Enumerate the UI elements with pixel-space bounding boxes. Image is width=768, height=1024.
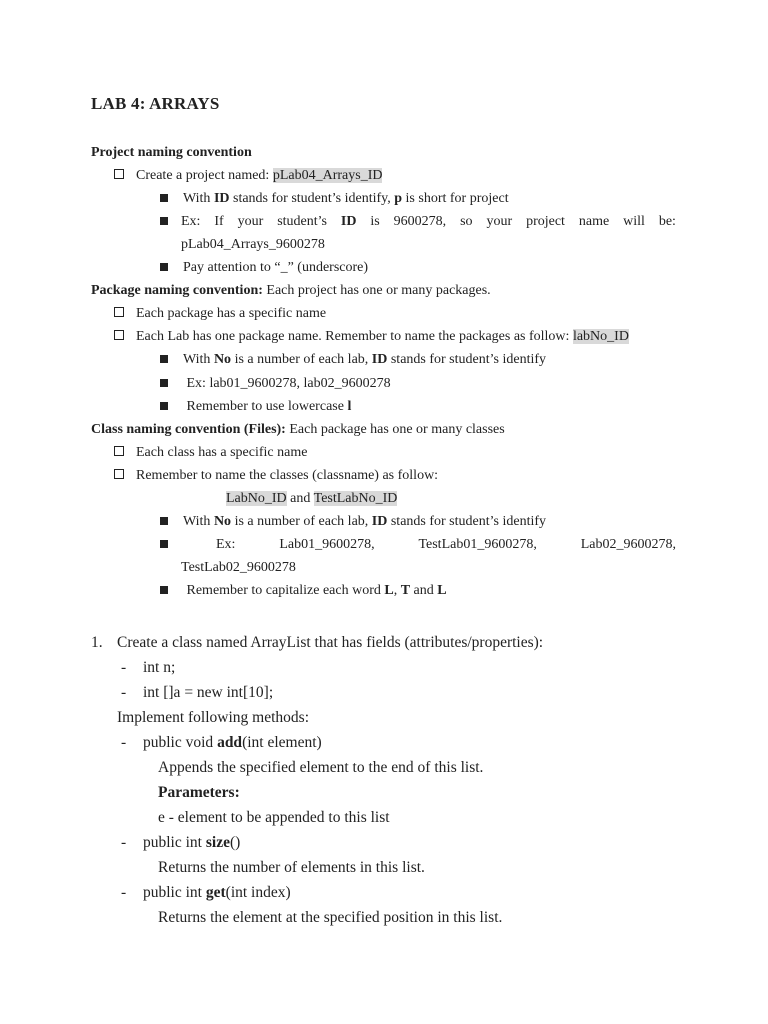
example-word: Lab02_9600278, xyxy=(580,537,676,552)
example-word: is xyxy=(370,214,380,229)
checkbox-bullet-icon xyxy=(114,330,124,340)
checkbox-bullet-icon xyxy=(114,469,124,479)
example-word: your xyxy=(486,214,513,229)
square-bullet-icon xyxy=(160,402,168,410)
example-word: Lab01_9600278, xyxy=(279,537,375,552)
method-add-param: e - element to be appended to this list xyxy=(158,809,390,826)
method-get-desc: Returns the element at the specified position in this list. xyxy=(158,909,503,926)
project-with-item: With ID stands for student’s identify, p is short for project xyxy=(160,190,509,208)
method-size: - public int size() xyxy=(121,834,241,851)
class-with-item: With No is a number of each lab, ID stands for student’s identify xyxy=(160,513,546,531)
highlighted-project-name: pLab04_Arrays_ID xyxy=(272,168,383,183)
package-item-1: Each package has a specific name xyxy=(114,305,326,323)
project-create-item: Create a project named: pLab04_Arrays_ID xyxy=(114,167,382,185)
project-example-cont: pLab04_Arrays_9600278 xyxy=(181,237,325,252)
square-bullet-icon xyxy=(160,536,183,554)
square-bullet-icon xyxy=(160,263,168,271)
square-bullet-icon xyxy=(160,355,168,363)
class-remember-item: Remember to capitalize each word L, T and L xyxy=(160,582,447,600)
project-attention-item: Pay attention to “_” (underscore) xyxy=(160,259,368,277)
project-example-line xyxy=(181,213,676,231)
implement-heading: Implement following methods: xyxy=(117,709,310,726)
method-add-desc: Appends the specified element to the end of this list. xyxy=(158,759,484,776)
square-bullet-icon xyxy=(160,517,168,525)
field-1-item: - int n; xyxy=(121,659,176,676)
package-example-item: Ex: lab01_9600278, lab02_9600278 xyxy=(160,375,391,393)
example-word: your xyxy=(237,214,264,229)
example-word: TestLab01_9600278, xyxy=(418,537,537,552)
method-get: - public int get(int index) xyxy=(121,884,291,901)
method-size-desc: Returns the number of elements in this list. xyxy=(158,859,425,876)
example-word: name xyxy=(578,214,610,229)
example-word: will xyxy=(623,214,645,229)
highlighted-class-name: LabNo_ID xyxy=(226,491,287,506)
square-bullet-icon xyxy=(160,194,168,202)
package-heading: Package naming convention: Each project has one or many packages. xyxy=(91,283,491,298)
class-heading: Class naming convention (Files): Each package has one or many classes xyxy=(91,422,505,437)
example-word: Ex: xyxy=(181,214,201,229)
example-word: be: xyxy=(658,214,676,229)
page-title: LAB 4: ARRAYS xyxy=(91,94,220,113)
square-bullet-icon xyxy=(160,586,168,594)
package-remember-item: Remember to use lowercase l xyxy=(160,398,351,416)
method-add: - public void add(int element) xyxy=(121,734,322,751)
task-number: 1. xyxy=(91,634,103,651)
highlighted-test-class-name: TestLabNo_ID xyxy=(313,491,398,506)
example-word: 9600278, xyxy=(393,214,447,229)
class-names-line: LabNo_ID and TestLabNo_ID xyxy=(226,491,398,506)
checkbox-bullet-icon xyxy=(114,446,124,456)
parameters-label: Parameters: xyxy=(158,784,240,801)
class-example-line xyxy=(216,536,676,554)
checkbox-bullet-icon xyxy=(114,307,124,317)
class-item-2: Remember to name the classes (classname) as follow: xyxy=(114,467,438,485)
example-word: so xyxy=(460,214,473,229)
example-word: student’s xyxy=(277,214,327,229)
example-word: Ex: xyxy=(216,537,236,552)
task-description: Create a class named ArrayList that has fields (attributes/properties): xyxy=(117,634,544,651)
highlighted-package-name: labNo_ID xyxy=(572,329,629,344)
checkbox-bullet-icon xyxy=(114,169,124,179)
package-with-item: With No is a number of each lab, ID stands for student’s identify xyxy=(160,351,546,369)
package-item-2: Each Lab has one package name. Remember to name the packages as follow: labNo_ID xyxy=(114,328,629,346)
example-word: project xyxy=(526,214,565,229)
class-item-1: Each class has a specific name xyxy=(114,444,307,462)
project-heading: Project naming convention xyxy=(91,145,252,160)
example-word: ID xyxy=(340,214,357,229)
square-bullet-icon xyxy=(160,213,183,231)
example-word: If xyxy=(214,214,224,229)
square-bullet-icon xyxy=(160,379,168,387)
class-example-cont: TestLab02_9600278 xyxy=(181,560,296,575)
field-2-item: - int []a = new int[10]; xyxy=(121,684,274,701)
